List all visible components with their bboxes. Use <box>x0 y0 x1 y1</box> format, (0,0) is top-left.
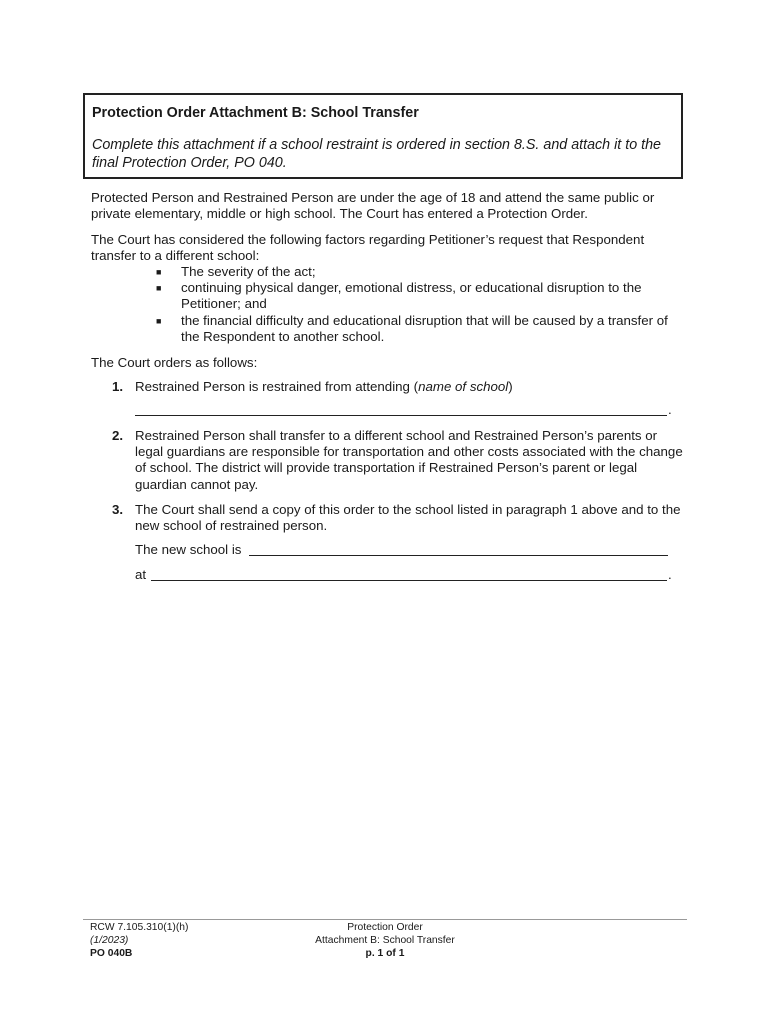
footer-form-number: PO 040B <box>90 948 133 959</box>
line-period: . <box>668 402 672 417</box>
footer-subtitle: Attachment B: School Transfer <box>315 935 455 946</box>
order-1-text-italic: name of school <box>418 379 509 394</box>
factor-item <box>156 280 686 312</box>
header-box <box>83 93 683 179</box>
bullet-icon: ■ <box>156 267 162 277</box>
orders-intro: The Court orders as follows: <box>91 355 258 370</box>
bullet-icon: ■ <box>156 315 162 326</box>
factors-intro: The Court has considered the following factors regarding Petitioner’s request that Respondent transfer to a different school: <box>91 232 645 264</box>
form-instruction: Complete this attachment if a school restraint is ordered in section 8.S. and attach it to the final Protection Order, PO 040. <box>92 137 661 171</box>
factor-text: the financial difficulty and educational disruption that will be caused by a transfer of the Respondent to another school. <box>181 312 668 344</box>
new-school-label: The new school is <box>135 542 242 557</box>
order-1-text-before: Restrained Person is restrained from attending ( <box>135 379 419 394</box>
factor-text: The severity of the act; <box>181 264 316 279</box>
factor-text: continuing physical danger, emotional distress, or educational disruption to the Petitioner; and <box>181 280 642 312</box>
at-address-field[interactable] <box>151 580 667 581</box>
order-number: 1. <box>112 379 124 394</box>
factor-item <box>156 264 686 280</box>
factors-list <box>156 264 686 345</box>
order-2-text: Restrained Person shall transfer to a different school and Restrained Person’s parents or legal guardians are responsible for transportation and other costs associated with the change of school. The district will provide transportation if Restrained Person’s parent or legal guardian cannot pay. <box>135 428 683 492</box>
order-3-text: The Court shall send a copy of this order to the school listed in paragraph 1 above and to the new school of restrained person. <box>135 502 681 534</box>
order-1-text-after: ) <box>508 379 513 394</box>
new-school-field[interactable] <box>249 555 668 556</box>
at-label: at <box>135 567 147 582</box>
footer-divider <box>83 919 687 920</box>
footer-page-number: p. 1 of 1 <box>365 948 405 959</box>
order-1-text <box>135 379 683 395</box>
footer-date: (1/2023) <box>90 935 129 946</box>
footer-left <box>90 921 188 960</box>
order-number: 3. <box>112 502 124 517</box>
order-number: 2. <box>112 428 124 443</box>
footer-center <box>285 921 485 960</box>
line-period: . <box>668 567 672 582</box>
factor-item <box>156 313 686 345</box>
footer-title: Protection Order <box>347 922 423 933</box>
bullet-icon: ■ <box>156 283 162 294</box>
intro-paragraph: Protected Person and Restrained Person are under the age of 18 and attend the same public or private elementary, middle or high school. The Court has entered a Protection Order. <box>91 190 655 222</box>
footer-rcw: RCW 7.105.310(1)(h) <box>90 922 189 933</box>
school-name-field[interactable] <box>135 415 667 416</box>
form-title: Protection Order Attachment B: School Transfer <box>92 105 419 121</box>
